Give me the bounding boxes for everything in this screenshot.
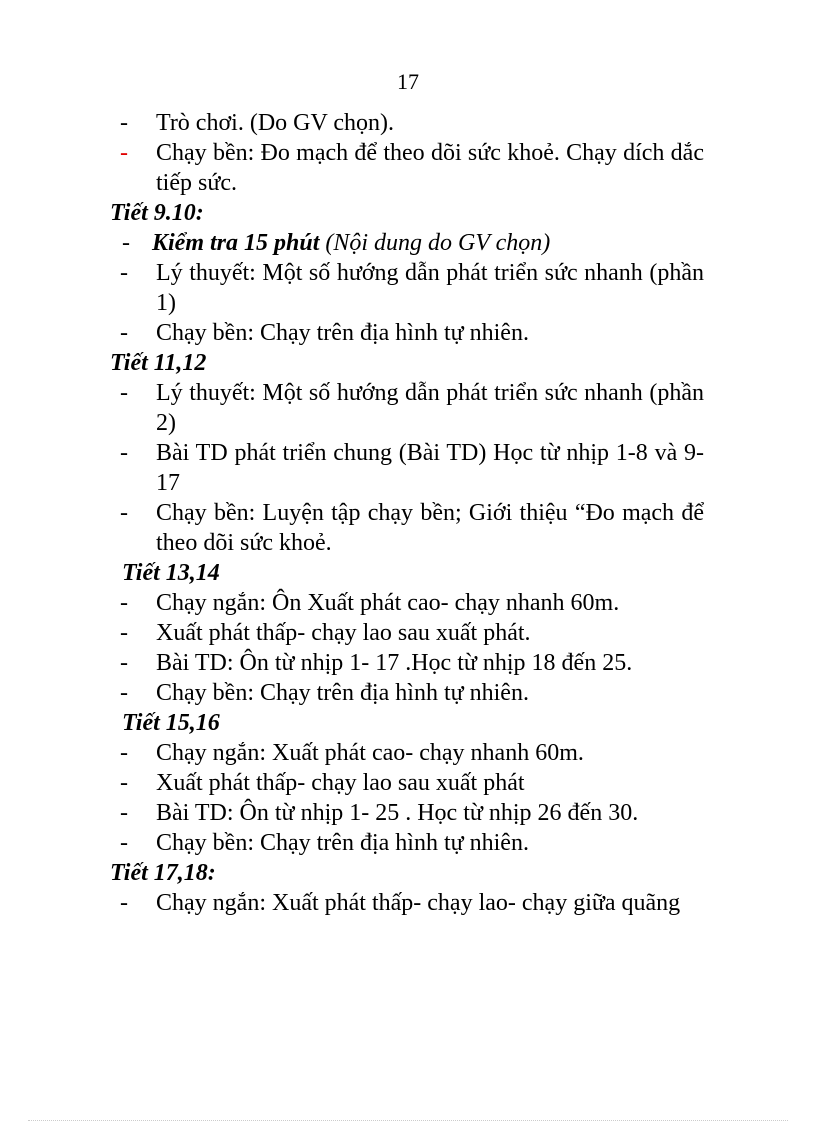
list-item-text: Chạy ngắn: Xuất phát thấp- chạy lao- chạy giữa quãng [156, 890, 681, 916]
list-item [110, 888, 704, 918]
bullet-dash: - [120, 500, 128, 526]
list-item-text: Xuất phát thấp- chạy lao sau xuất phát. [156, 620, 531, 646]
bullet-dash: - [120, 260, 128, 286]
section-heading-tiet-17-18: Tiết 17,18: [110, 860, 216, 886]
list-item-text: Bài TD phát triển chung (Bài TD) Học từ nhịp 1-8 và 9-17 [156, 440, 704, 496]
list-item [110, 138, 704, 198]
list-item [110, 768, 704, 798]
bullet-dash: - [120, 740, 128, 766]
section-heading-tiet-11-12: Tiết 11,12 [110, 350, 207, 376]
list-item-text: Chạy bền: Luyện tập chạy bền; Giới thiệu “Đo mạch để theo dõi sức khoẻ. [156, 500, 704, 556]
list-item [110, 618, 704, 648]
list-item-text: Chạy bền: Chạy trên địa hình tự nhiên. [156, 320, 529, 346]
list-item [110, 498, 704, 558]
bullet-dash: - [120, 590, 128, 616]
test-title: Kiểm tra 15 phút [152, 230, 320, 256]
list-item-text: Chạy bền: Đo mạch để theo dõi sức khoẻ. Chạy dích dắc tiếp sức. [156, 140, 704, 196]
list-item-text: Chạy ngắn: Xuất phát cao- chạy nhanh 60m. [156, 740, 584, 766]
bullet-dash: - [120, 770, 128, 796]
bullet-dash: - [120, 680, 128, 706]
document-body [110, 108, 704, 918]
bullet-dash-red: - [120, 140, 128, 166]
list-item [110, 738, 704, 768]
section-heading-tiet-15-16: Tiết 15,16 [122, 710, 220, 736]
list-item-text: Chạy bền: Chạy trên địa hình tự nhiên. [156, 830, 529, 856]
page-number: 17 [397, 69, 419, 94]
bullet-dash: - [120, 650, 128, 676]
list-item [110, 318, 704, 348]
list-item [110, 438, 704, 498]
list-item-test [110, 228, 704, 258]
list-item-text: Bài TD: Ôn từ nhịp 1- 25 . Học từ nhịp 26 đến 30. [156, 800, 639, 826]
list-item [110, 258, 704, 318]
list-item-text: Lý thuyết: Một số hướng dẫn phát triển sức nhanh (phần 2) [156, 380, 704, 436]
section-heading-tiet-9-10: Tiết 9.10: [110, 200, 204, 226]
list-item [110, 798, 704, 828]
bullet-dash: - [122, 230, 130, 256]
list-item [110, 828, 704, 858]
bullet-dash: - [120, 830, 128, 856]
list-item [110, 648, 704, 678]
bullet-dash: - [120, 380, 128, 406]
bullet-dash: - [120, 440, 128, 466]
list-item [110, 588, 704, 618]
list-item-text: Lý thuyết: Một số hướng dẫn phát triển sức nhanh (phần 1) [156, 260, 704, 316]
list-item [110, 678, 704, 708]
bullet-dash: - [120, 110, 128, 136]
list-item [110, 108, 704, 138]
bullet-dash: - [120, 890, 128, 916]
list-item-text: Xuất phát thấp- chạy lao sau xuất phát [156, 770, 525, 796]
list-item-text: Trò chơi. (Do GV chọn). [156, 110, 395, 136]
list-item-text: Bài TD: Ôn từ nhịp 1- 17 .Học từ nhịp 18 đến 25. [156, 650, 633, 676]
list-item-text: Chạy ngắn: Ôn Xuất phát cao- chạy nhanh 60m. [156, 590, 620, 616]
bullet-dash: - [120, 800, 128, 826]
bullet-dash: - [120, 620, 128, 646]
test-note: (Nội dung do GV chọn) [319, 230, 551, 256]
page-bottom-divider [28, 1120, 788, 1121]
list-item-text: Chạy bền: Chạy trên địa hình tự nhiên. [156, 680, 529, 706]
list-item [110, 378, 704, 438]
bullet-dash: - [120, 320, 128, 346]
section-heading-tiet-13-14: Tiết 13,14 [122, 560, 220, 586]
